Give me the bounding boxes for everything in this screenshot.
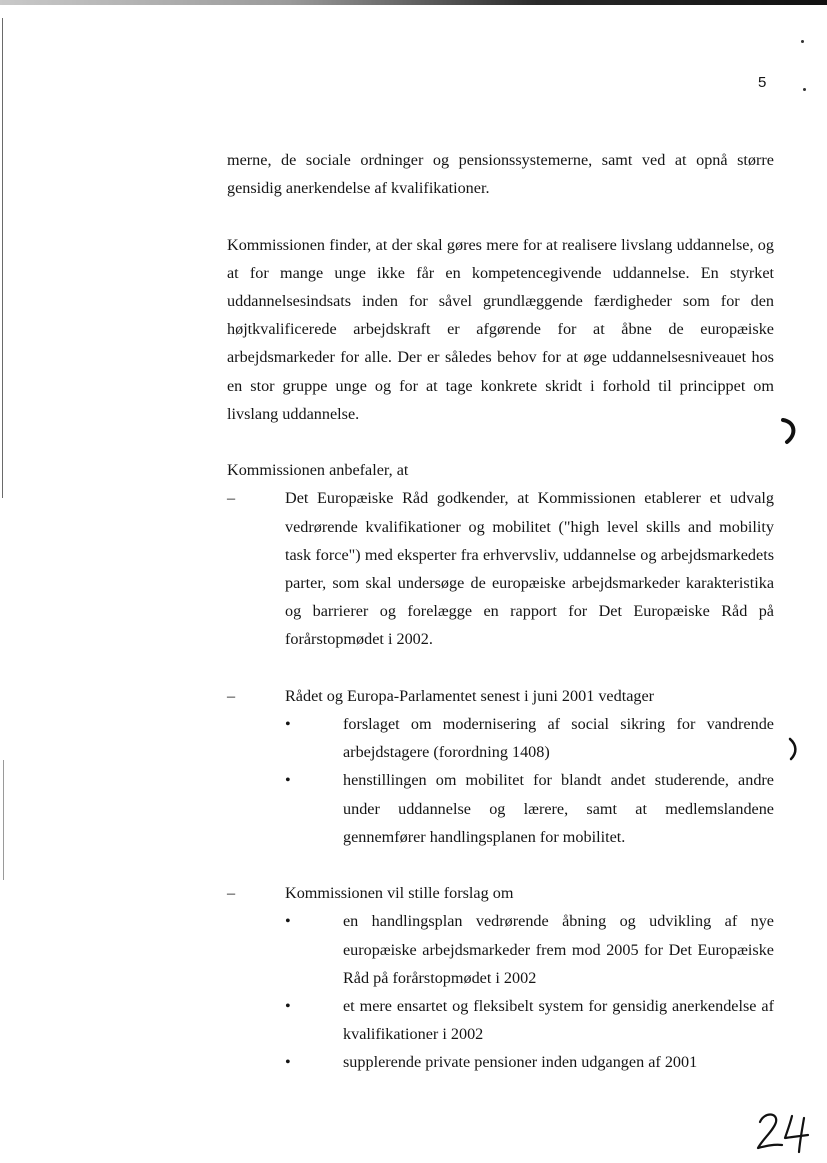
body-text [227,146,774,1077]
bullet-item [227,710,774,766]
bullet-text: forslaget om modernisering af social sikring for vandrende arbejdstagere (forordning 1408) [343,715,774,762]
page-number: 5 [758,74,767,91]
bullet-text: en handlingsplan vedrørende åbning og udvikling af nye europæiske arbejdsmarkeder frem mod 2005 for Det Europæiske Råd på forårstopmødet i 2002 [343,912,774,987]
bullet-item [227,992,774,1048]
recommendation-item [227,682,774,710]
bullet-marker: • [285,715,291,734]
scan-top-edge [0,0,827,5]
recommendation-lead: Rådet og Europa-Parlamentet senest i juni 2001 vedtager [285,686,655,705]
scan-mark-bracket [775,416,805,446]
recommendation-item [227,484,774,653]
scan-left-edge [2,18,3,498]
bullet-text: et mere ensartet og fleksibelt system for gensidig anerkendelse af kvalifikationer i 2002 [343,997,774,1044]
recommendation-lead: Kommissionen vil stille forslag om [285,884,514,903]
recommendation-intro: Kommissionen anbefaler, at [227,461,409,480]
bullet-marker: • [285,1053,291,1072]
paragraph-commission-finds: Kommissionen finder, at der skal gøres mere for at realisere livslang uddannelse, og at for mange unge ikke får en kompetencegivende uddannelse. En styrket uddannelsesindsats inden for såvel grundlæggende færdigheder som for den højtkvalificerede arbejdskraft er afgørende for at åbne de europæiske arbejdsmarkeder for alle. Der er således behov for at øge uddannelsesniveauet hos en stor gruppe unge og for at tage konkrete skridt i forhold til princippet om livslang uddannelse. [227,235,774,423]
handwritten-folio-number [752,1108,812,1154]
scan-mark-bracket [784,736,804,762]
bullet-marker: • [285,771,291,790]
bullet-item [227,1048,774,1076]
bullet-item [227,766,774,851]
dash-marker: – [227,884,236,903]
dash-marker: – [227,489,236,508]
bullet-item [227,907,774,992]
dash-marker: – [227,686,236,705]
bullet-text: supplerende private pensioner inden udgangen af 2001 [343,1053,698,1072]
recommendation-item [227,879,774,907]
bullet-text: henstillingen om mobilitet for blandt andet studerende, andre under uddannelse og lærere, samt at medlemslandene gennemfører handlingsplanen for mobilitet. [343,771,774,846]
scan-speck [801,40,804,43]
scan-speck [803,88,806,91]
scan-left-edge-lower [3,760,4,880]
bullet-marker: • [285,912,291,931]
bullet-marker: • [285,997,291,1016]
recommendation-text: Det Europæiske Råd godkender, at Kommissionen etablerer et udvalg vedrørende kvalifikationer og mobilitet ("high level skills and mobility task force") med eksperter fra erhvervsliv, uddannelse og arbejdsmarkedets parter, som skal undersøge de europæiske arbejdsmarkeder karakteristika og barrierer og forelægge en rapport for Det Europæiske Råd på forårstopmødet i 2002. [285,489,774,649]
paragraph-continuation: merne, de sociale ordninger og pensionssystemerne, samt ved at opnå større gensidig anerkendelse af kvalifikationer. [227,151,774,198]
